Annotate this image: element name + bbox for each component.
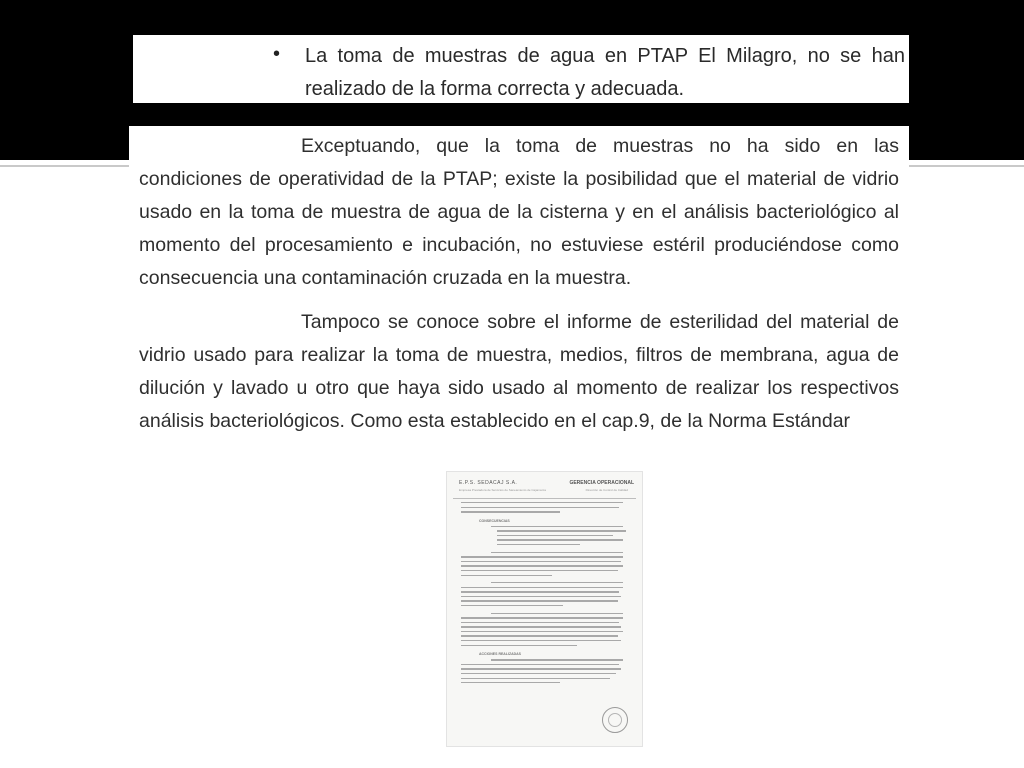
thumbnail-department: GERENCIA OPERACIONAL [569,480,634,486]
thumbnail-brand: E.P.S. SEDACAJ S.A. [459,480,518,486]
scanned-excerpt-bullet [133,35,909,103]
thumbnail-letterhead [453,478,636,499]
bullet-text: La toma de muestras de agua en PTAP El Milagro, no se han realizado de la forma correcta y adecuada. [305,45,905,100]
thumbnail-body-text [461,502,626,687]
bullet-icon: • [273,43,281,65]
thumbnail-department-subtitle: Dirección de Control de Calidad [585,488,628,492]
thumbnail-heading-acciones: ACCIONES REALIZADAS [479,652,522,657]
thumbnail-brand-subtitle: Empresa Prestadora de Servicios de Saneamiento de Cajamarca [459,488,546,492]
thumbnail-heading-consecuencias: CONSECUENCIAS [479,518,510,523]
thumbnail-seal-icon [602,707,628,733]
paragraph-exceptuando: Exceptuando, que la toma de muestras no ha sido en las condiciones de operatividad de la PTAP; existe la posibilidad que el material de vidrio usado en la toma de muestra de agua de la cisterna y en el análisis bacteriológico al momento del procesamiento e incubación, no estuviese estéril produciéndose como consecuencia una contaminación cruzada en la muestra. [139,135,899,289]
scanned-excerpt-paragraphs [129,126,909,436]
document-page-thumbnail [447,472,642,746]
paragraph-tampoco: Tampoco se conoce sobre el informe de esterilidad del material de vidrio usado para realizar la toma de muestra, medios, filtros de membrana, agua de dilución y lavado u otro que haya sido usado al momento de realizar los respectivos análisis bacteriológicos. Como esta establecido en el cap.9, de la Norma Estándar [139,311,899,432]
